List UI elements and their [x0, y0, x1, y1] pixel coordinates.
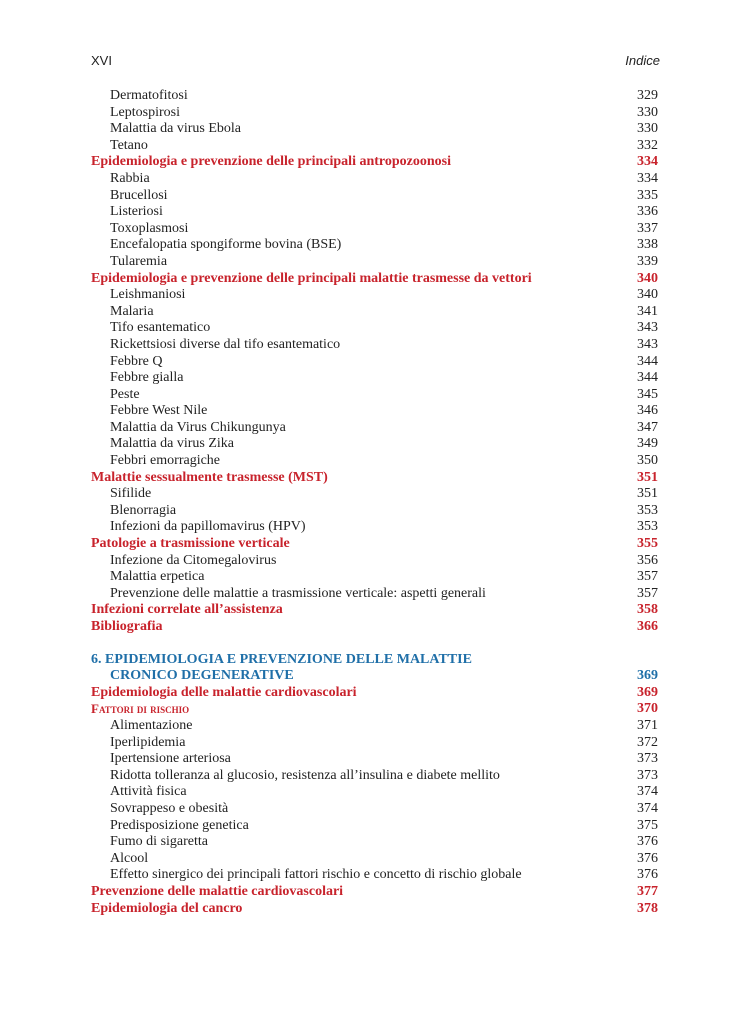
- toc-entry[interactable]: Tularemia 339: [110, 253, 658, 269]
- toc-entry[interactable]: Attività fisica 374: [110, 784, 658, 800]
- toc-entry[interactable]: Listeriosi 336: [110, 204, 658, 220]
- toc-entry[interactable]: Alcool 376: [110, 850, 658, 866]
- toc-entry[interactable]: Alimentazione 371: [110, 717, 658, 733]
- toc-entry[interactable]: Leptospirosi 330: [110, 104, 658, 120]
- toc-entry[interactable]: Ipertensione arteriosa 373: [110, 751, 658, 767]
- toc-entry[interactable]: Predisposizione genetica 375: [110, 817, 658, 833]
- toc-entry[interactable]: Malattia da virus Ebola 330: [110, 121, 658, 137]
- toc-chapter-heading[interactable]: CRONICO DEGENERATIVE 369: [110, 668, 658, 684]
- toc-entry[interactable]: Febbre gialla 344: [110, 370, 658, 386]
- toc-section-heading[interactable]: Bibliografia 366: [91, 619, 658, 634]
- toc-section-heading[interactable]: Epidemiologia e prevenzione delle principali malattie trasmesse da vettori 340: [91, 270, 658, 286]
- toc-section-heading[interactable]: Prevenzione delle malattie cardiovascolari 377: [91, 883, 658, 899]
- toc-section-heading[interactable]: Epidemiologia delle malattie cardiovascolari 369: [91, 684, 658, 700]
- toc-entry[interactable]: Febbre Q 344: [110, 353, 658, 369]
- toc-entry[interactable]: Blenorragia 353: [110, 502, 658, 518]
- toc-section-heading[interactable]: Infezioni correlate all’assistenza 358: [91, 602, 658, 618]
- toc-entry[interactable]: Fumo di sigaretta 376: [110, 834, 658, 850]
- toc-section-heading[interactable]: Malattie sessualmente trasmesse (MST) 351: [91, 469, 658, 485]
- toc-entry[interactable]: Sifilide 351: [110, 486, 658, 502]
- toc-entry[interactable]: Malaria 341: [110, 303, 658, 319]
- section-label: Indice: [625, 53, 660, 68]
- toc-entry[interactable]: Effetto sinergico dei principali fattori rischio e concetto di rischio globale 376: [110, 867, 658, 883]
- toc-section-heading[interactable]: Patologie a trasmissione verticale 355: [91, 536, 658, 552]
- toc-entry[interactable]: Tetano 332: [110, 137, 658, 153]
- table-of-contents: [91, 88, 660, 917]
- toc-entry[interactable]: Prevenzione delle malattie a trasmissione verticale: aspetti generali 357: [110, 585, 658, 601]
- page-number-label: XVI: [91, 53, 112, 68]
- toc-entry[interactable]: Toxoplasmosi 337: [110, 220, 658, 236]
- toc-entry[interactable]: Tifo esantematico 343: [110, 320, 658, 336]
- toc-subsection-heading[interactable]: Fattori di rischio 370: [91, 701, 658, 717]
- toc-entry[interactable]: Iperlipidemia 372: [110, 734, 658, 750]
- toc-entry[interactable]: Encefalopatia spongiforme bovina (BSE) 338: [110, 237, 658, 253]
- toc-entry[interactable]: Rabbia 334: [110, 170, 658, 186]
- toc-entry[interactable]: Infezioni da papillomavirus (HPV) 353: [110, 519, 658, 535]
- toc-entry[interactable]: Febbre West Nile 346: [110, 403, 658, 419]
- toc-entry[interactable]: Dermatofitosi 329: [110, 88, 658, 103]
- toc-section-heading[interactable]: Epidemiologia e prevenzione delle principali antropozoonosi 334: [91, 154, 658, 170]
- toc-section-heading[interactable]: Epidemiologia del cancro 378: [91, 900, 658, 916]
- toc-entry[interactable]: Infezione da Citomegalovirus 356: [110, 552, 658, 568]
- toc-entry[interactable]: Rickettsiosi diverse dal tifo esantematico 343: [110, 336, 658, 352]
- chapter-spacer: [91, 636, 660, 652]
- toc-entry[interactable]: Febbri emorragiche 350: [110, 453, 658, 469]
- toc-chapter-heading[interactable]: 6. EPIDEMIOLOGIA E PREVENZIONE DELLE MALATTIE: [91, 651, 472, 667]
- toc-entry[interactable]: Ridotta tolleranza al glucosio, resistenza all’insulina e diabete mellito 373: [110, 767, 658, 783]
- toc-entry[interactable]: Malattia da Virus Chikungunya 347: [110, 419, 658, 435]
- toc-entry[interactable]: Malattia da virus Zika 349: [110, 436, 658, 452]
- toc-entry[interactable]: Malattia erpetica 357: [110, 569, 658, 585]
- page-header: [91, 53, 660, 73]
- toc-entry[interactable]: Sovrappeso e obesità 374: [110, 800, 658, 816]
- toc-entry[interactable]: Peste 345: [110, 386, 658, 402]
- toc-entry[interactable]: Leishmaniosi 340: [110, 287, 658, 303]
- toc-entry[interactable]: Brucellosi 335: [110, 187, 658, 203]
